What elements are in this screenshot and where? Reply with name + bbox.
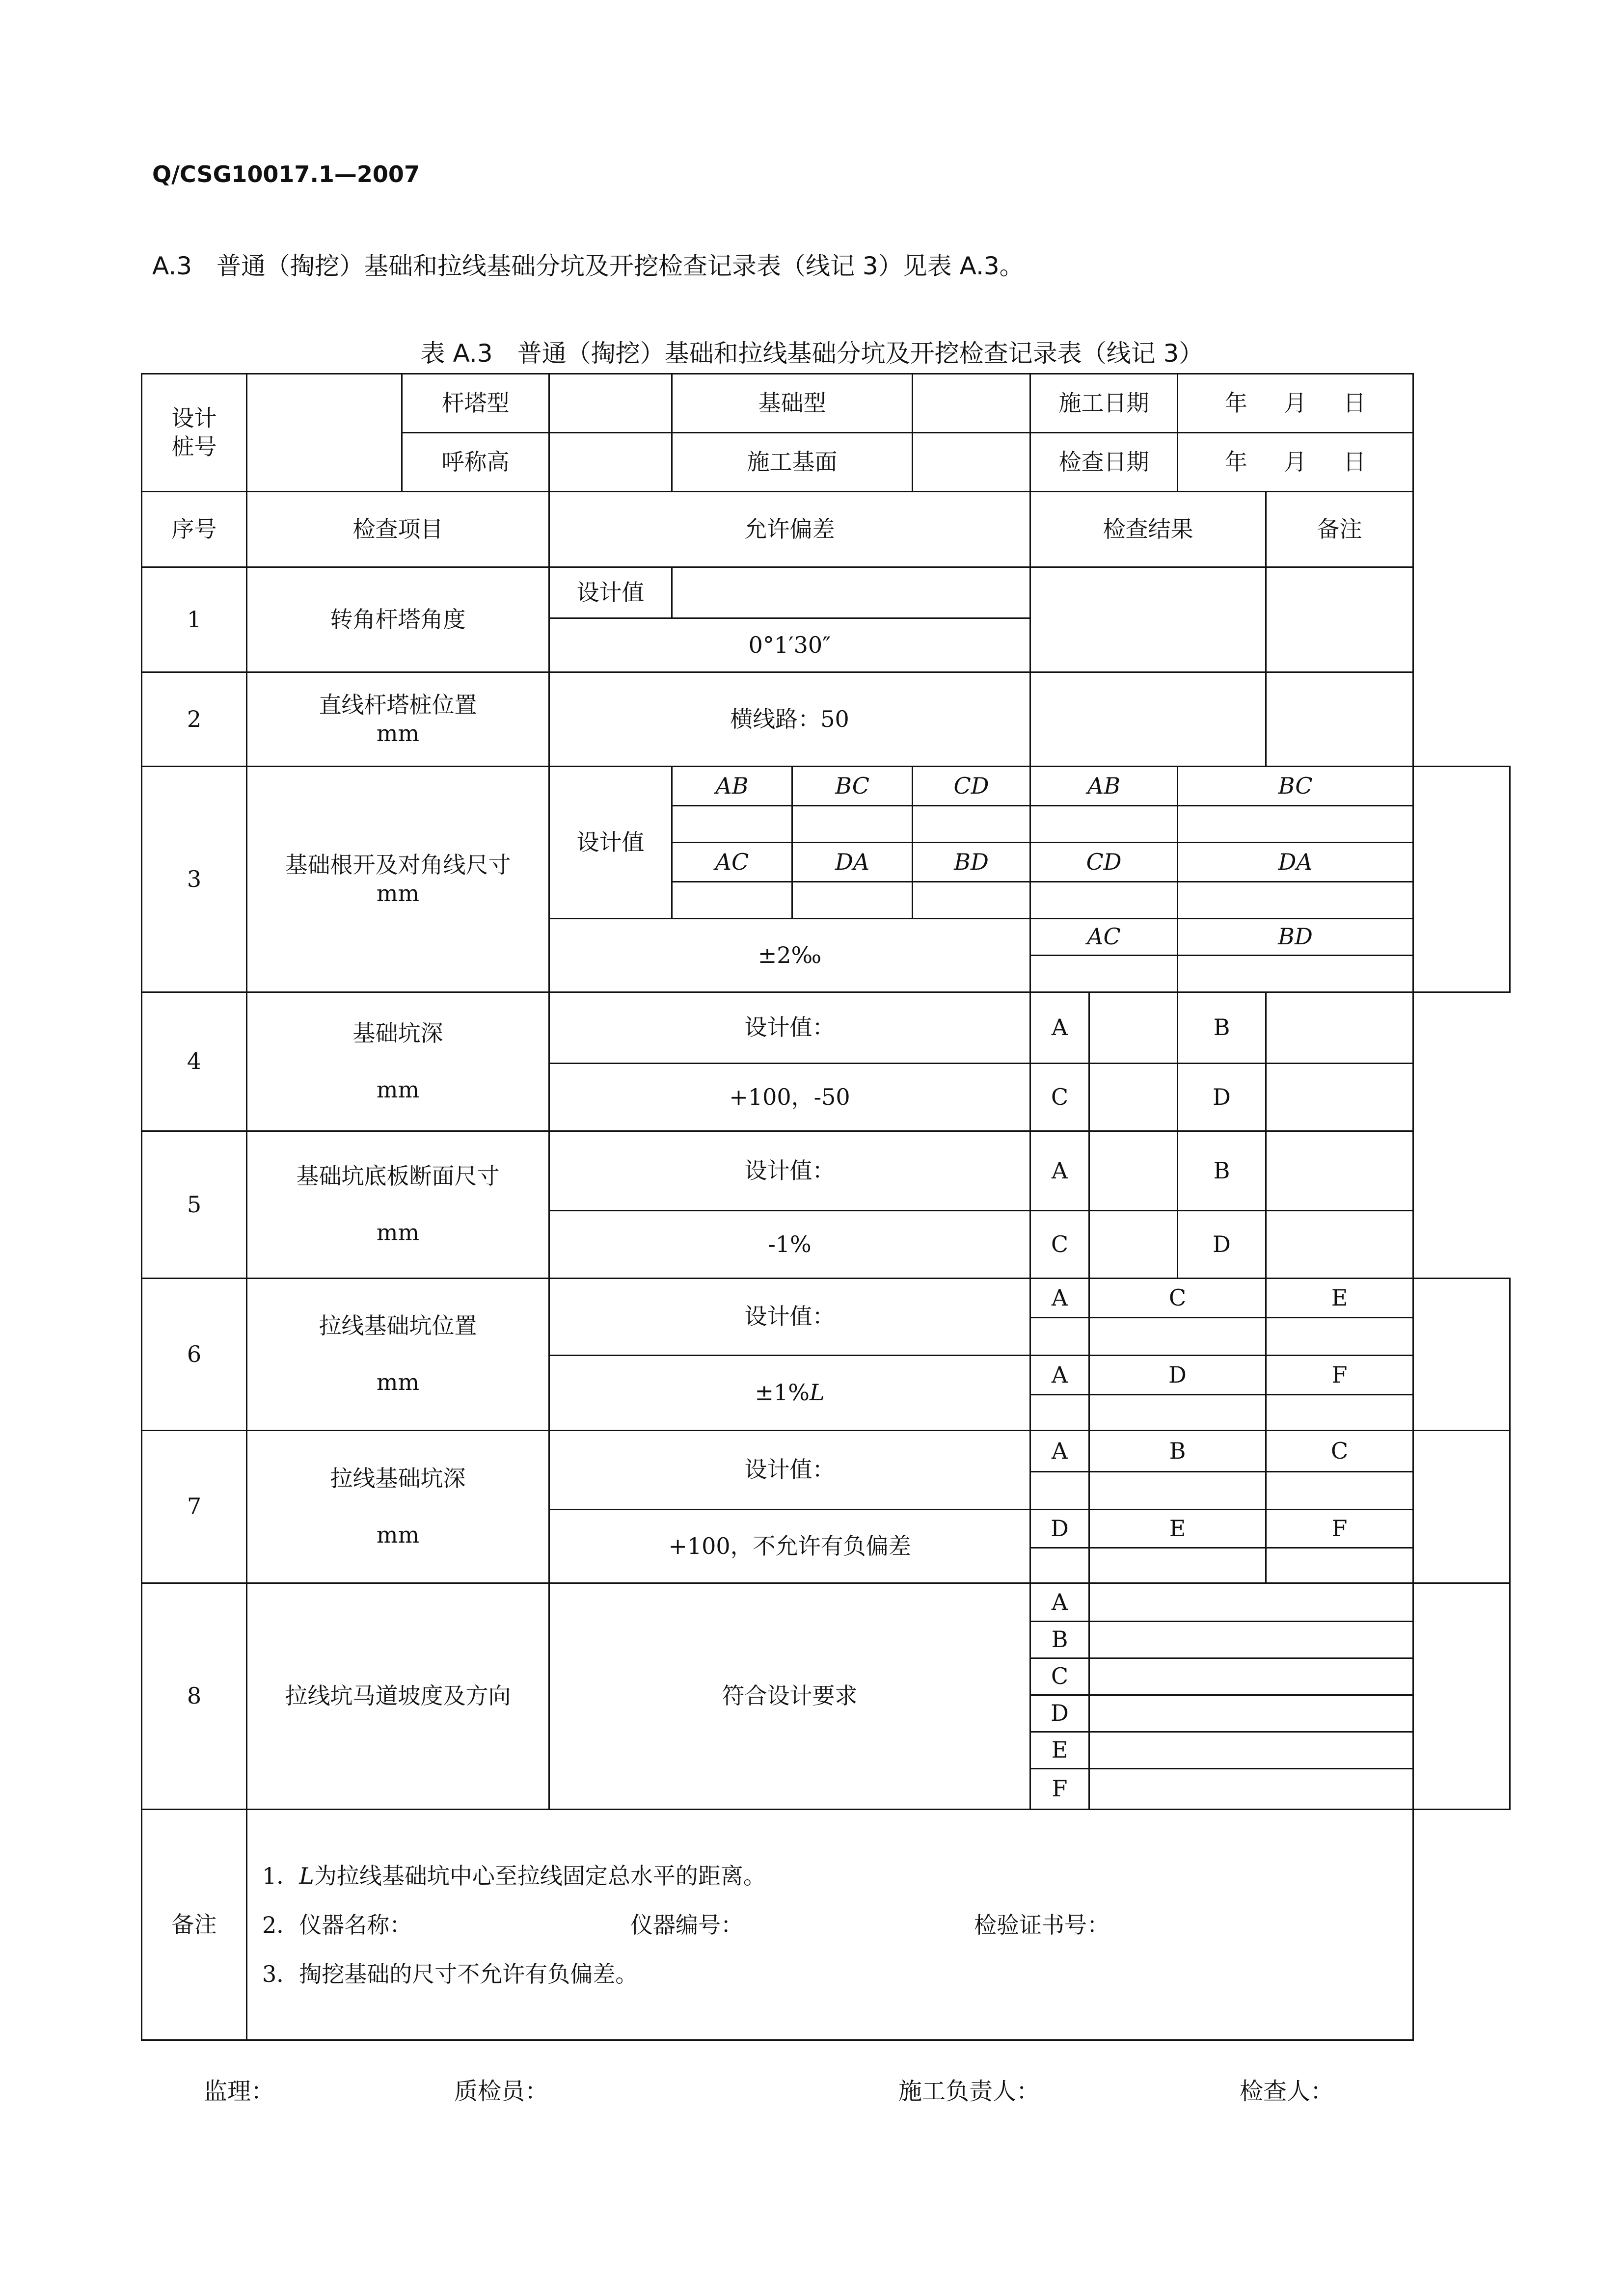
- instrument-name-label: 2．仪器名称：: [262, 1911, 412, 1938]
- row5-value-d[interactable]: [1266, 1211, 1413, 1279]
- row8-remark[interactable]: [1413, 1583, 1510, 1810]
- row3-result-cd[interactable]: [1030, 882, 1178, 919]
- row5-item: 基础坑底板断面尺寸 mm: [247, 1131, 549, 1279]
- row7-design-value[interactable]: 设计值：: [549, 1431, 1030, 1510]
- row7-label-f: F: [1266, 1510, 1413, 1548]
- row7-value-b[interactable]: [1089, 1472, 1266, 1510]
- row8-label-e: E: [1030, 1732, 1089, 1769]
- row5-value-b[interactable]: [1266, 1131, 1413, 1211]
- row3-no: 3: [142, 767, 247, 992]
- row2-remark[interactable]: [1266, 672, 1413, 767]
- notes-title: 备注: [142, 1810, 247, 2040]
- row7-value-a[interactable]: [1030, 1472, 1089, 1510]
- row3-value-bc[interactable]: [792, 806, 913, 843]
- row5-label-d: D: [1178, 1211, 1266, 1279]
- row6-label-d: D: [1089, 1356, 1266, 1395]
- row7-value-c[interactable]: [1266, 1472, 1413, 1510]
- instrument-number-label: 仪器编号：: [630, 1911, 743, 1938]
- row7-label-d: D: [1030, 1510, 1089, 1548]
- col-remark: 备注: [1266, 492, 1413, 567]
- note-3: 3．掏挖基础的尺寸不允许有负偏差。: [262, 1960, 638, 1987]
- row8-item: 拉线坑马道坡度及方向: [247, 1583, 549, 1810]
- inspection-record-table: [141, 373, 1511, 2041]
- row4-label-c: C: [1030, 1064, 1089, 1131]
- row8-value-c[interactable]: [1089, 1658, 1413, 1695]
- row3-value-cd[interactable]: [913, 806, 1030, 843]
- design-pile-label: 设计桩号: [142, 374, 247, 492]
- tower-type-value[interactable]: [549, 374, 672, 433]
- row7-label-c: C: [1266, 1431, 1413, 1472]
- col-item: 检查项目: [247, 492, 549, 567]
- row3-tolerance: ±2‰: [549, 919, 1030, 992]
- construction-date-label: 施工日期: [1030, 374, 1178, 433]
- row4-label-a: A: [1030, 992, 1089, 1064]
- row7-value-f[interactable]: [1266, 1548, 1413, 1583]
- row7-item: 拉线基础坑深 mm: [247, 1431, 549, 1583]
- col-seq: 序号: [142, 492, 247, 567]
- row2-item: 直线杆塔桩位置 mm: [247, 672, 549, 767]
- row3-result-label-bd: BD: [1178, 919, 1413, 956]
- row5-label-c: C: [1030, 1211, 1089, 1279]
- row3-result-label-bc: BC: [1178, 767, 1413, 806]
- row6-design-value[interactable]: 设计值：: [549, 1279, 1030, 1356]
- col-result: 检查结果: [1030, 492, 1266, 567]
- row1-no: 1: [142, 567, 247, 672]
- certificate-number-label: 检验证书号：: [974, 1911, 1110, 1938]
- section-heading: A.3 普通（掏挖）基础和拉线基础分坑及开挖检查记录表（线记 3）见表 A.3。: [152, 252, 1024, 280]
- row7-no: 7: [142, 1431, 247, 1583]
- row5-label-b: B: [1178, 1131, 1266, 1211]
- foundation-type-value[interactable]: [913, 374, 1030, 433]
- row6-label-f: F: [1266, 1356, 1413, 1395]
- row8-value-f[interactable]: [1089, 1769, 1413, 1810]
- row3-result-bc[interactable]: [1178, 806, 1413, 843]
- row4-no: 4: [142, 992, 247, 1131]
- design-pile-value[interactable]: [247, 374, 402, 492]
- row3-result-label-cd: CD: [1030, 843, 1178, 882]
- row3-item: 基础根开及对角线尺寸 mm: [247, 767, 549, 992]
- row3-label-bd: BD: [913, 843, 1030, 882]
- row6-remark[interactable]: [1413, 1279, 1510, 1431]
- row4-item: 基础坑深 mm: [247, 992, 549, 1131]
- note-2: [262, 1900, 1409, 1949]
- row1-tolerance: 0°1′30″: [549, 618, 1030, 672]
- row3-remark[interactable]: [1413, 767, 1510, 992]
- row8-value-e[interactable]: [1089, 1732, 1413, 1769]
- construction-base-label: 施工基面: [672, 433, 913, 492]
- row6-value-a1[interactable]: [1030, 1318, 1089, 1356]
- row3-value-ab[interactable]: [672, 806, 792, 843]
- row6-tolerance: ±1%L: [549, 1356, 1030, 1431]
- row6-item: 拉线基础坑位置 mm: [247, 1279, 549, 1431]
- row8-label-d: D: [1030, 1695, 1089, 1732]
- row3-value-da[interactable]: [792, 882, 913, 919]
- row4-value-b[interactable]: [1266, 992, 1413, 1064]
- row6-label-a2: A: [1030, 1356, 1089, 1395]
- row4-design-value[interactable]: 设计值：: [549, 992, 1030, 1064]
- document-code: Q/CSG10017.1—2007: [152, 161, 420, 187]
- inspector-signature[interactable]: 检查人：: [1240, 2078, 1334, 2105]
- row8-value-d[interactable]: [1089, 1695, 1413, 1732]
- row6-no: 6: [142, 1279, 247, 1431]
- notes-content: [247, 1810, 1413, 2040]
- row1-design-value[interactable]: [672, 567, 1030, 618]
- row5-no: 5: [142, 1131, 247, 1279]
- row3-result-label-da: DA: [1178, 843, 1413, 882]
- construction-date-value[interactable]: 年 月 日: [1178, 374, 1413, 433]
- row4-value-a[interactable]: [1089, 992, 1178, 1064]
- row8-value-b[interactable]: [1089, 1622, 1413, 1658]
- quality-inspector-signature[interactable]: 质检员：: [454, 2078, 549, 2105]
- row3-label-da: DA: [792, 843, 913, 882]
- row4-value-d[interactable]: [1266, 1064, 1413, 1131]
- row6-label-c: C: [1089, 1279, 1266, 1318]
- row5-value-a[interactable]: [1089, 1131, 1178, 1211]
- row3-result-bd[interactable]: [1178, 956, 1413, 992]
- row3-design-label: 设计值: [549, 767, 672, 919]
- row7-label-a: A: [1030, 1431, 1089, 1472]
- row7-label-e: E: [1089, 1510, 1266, 1548]
- nominal-height-label: 呼称高: [402, 433, 549, 492]
- row3-result-label-ab: AB: [1030, 767, 1178, 806]
- row3-label-ac: AC: [672, 843, 792, 882]
- row1-design-label: 设计值: [549, 567, 672, 618]
- row8-label-c: C: [1030, 1658, 1089, 1695]
- supervisor-signature[interactable]: 监理：: [204, 2078, 275, 2105]
- nominal-height-value[interactable]: [549, 433, 672, 492]
- row3-result-da[interactable]: [1178, 882, 1413, 919]
- row5-label-a: A: [1030, 1131, 1089, 1211]
- row6-value-d[interactable]: [1089, 1395, 1266, 1431]
- row3-value-bd[interactable]: [913, 882, 1030, 919]
- row3-label-cd: CD: [913, 767, 1030, 806]
- row4-label-b: B: [1178, 992, 1266, 1064]
- row7-value-e[interactable]: [1089, 1548, 1266, 1583]
- row3-result-label-ac: AC: [1030, 919, 1178, 956]
- row8-tolerance: 符合设计要求: [549, 1583, 1030, 1810]
- row8-label-a: A: [1030, 1583, 1089, 1622]
- row2-result[interactable]: [1030, 672, 1266, 767]
- row7-tolerance: +100，不允许有负偏差: [549, 1510, 1030, 1583]
- row1-remark[interactable]: [1266, 567, 1413, 672]
- row8-label-b: B: [1030, 1622, 1089, 1658]
- row6-value-f[interactable]: [1266, 1395, 1413, 1431]
- row7-label-b: B: [1089, 1431, 1266, 1472]
- row1-item: 转角杆塔角度: [247, 567, 549, 672]
- construction-lead-signature[interactable]: 施工负责人：: [898, 2078, 1040, 2105]
- inspection-date-label: 检查日期: [1030, 433, 1178, 492]
- tower-type-label: 杆塔型: [402, 374, 549, 433]
- row1-result[interactable]: [1030, 567, 1266, 672]
- row7-value-d[interactable]: [1030, 1548, 1089, 1583]
- row8-value-a[interactable]: [1089, 1583, 1413, 1622]
- row6-label-e: E: [1266, 1279, 1413, 1318]
- row4-value-c[interactable]: [1089, 1064, 1178, 1131]
- construction-base-value[interactable]: [913, 433, 1030, 492]
- row3-result-ac[interactable]: [1030, 956, 1178, 992]
- row5-tolerance: -1%: [549, 1211, 1030, 1279]
- row2-no: 2: [142, 672, 247, 767]
- row4-tolerance: +100，-50: [549, 1064, 1030, 1131]
- foundation-type-label: 基础型: [672, 374, 913, 433]
- row4-label-d: D: [1178, 1064, 1266, 1131]
- inspection-date-value[interactable]: 年 月 日: [1178, 433, 1413, 492]
- row6-value-e[interactable]: [1266, 1318, 1413, 1356]
- note-1: 1．L为拉线基础坑中心至拉线固定总水平的距离。: [262, 1862, 766, 1889]
- row6-label-a: A: [1030, 1279, 1089, 1318]
- row3-result-ab[interactable]: [1030, 806, 1178, 843]
- row6-value-c[interactable]: [1089, 1318, 1266, 1356]
- row2-tolerance: 横线路：50: [549, 672, 1030, 767]
- row6-value-a2[interactable]: [1030, 1395, 1089, 1431]
- row5-design-value[interactable]: 设计值：: [549, 1131, 1030, 1211]
- row3-value-ac[interactable]: [672, 882, 792, 919]
- col-tolerance: 允许偏差: [549, 492, 1030, 567]
- row8-label-f: F: [1030, 1769, 1089, 1810]
- row3-label-bc: BC: [792, 767, 913, 806]
- row5-value-c[interactable]: [1089, 1211, 1178, 1279]
- row8-no: 8: [142, 1583, 247, 1810]
- row7-remark[interactable]: [1413, 1431, 1510, 1583]
- row3-label-ab: AB: [672, 767, 792, 806]
- table-caption: 表 A.3 普通（掏挖）基础和拉线基础分坑及开挖检查记录表（线记 3）: [420, 339, 1204, 368]
